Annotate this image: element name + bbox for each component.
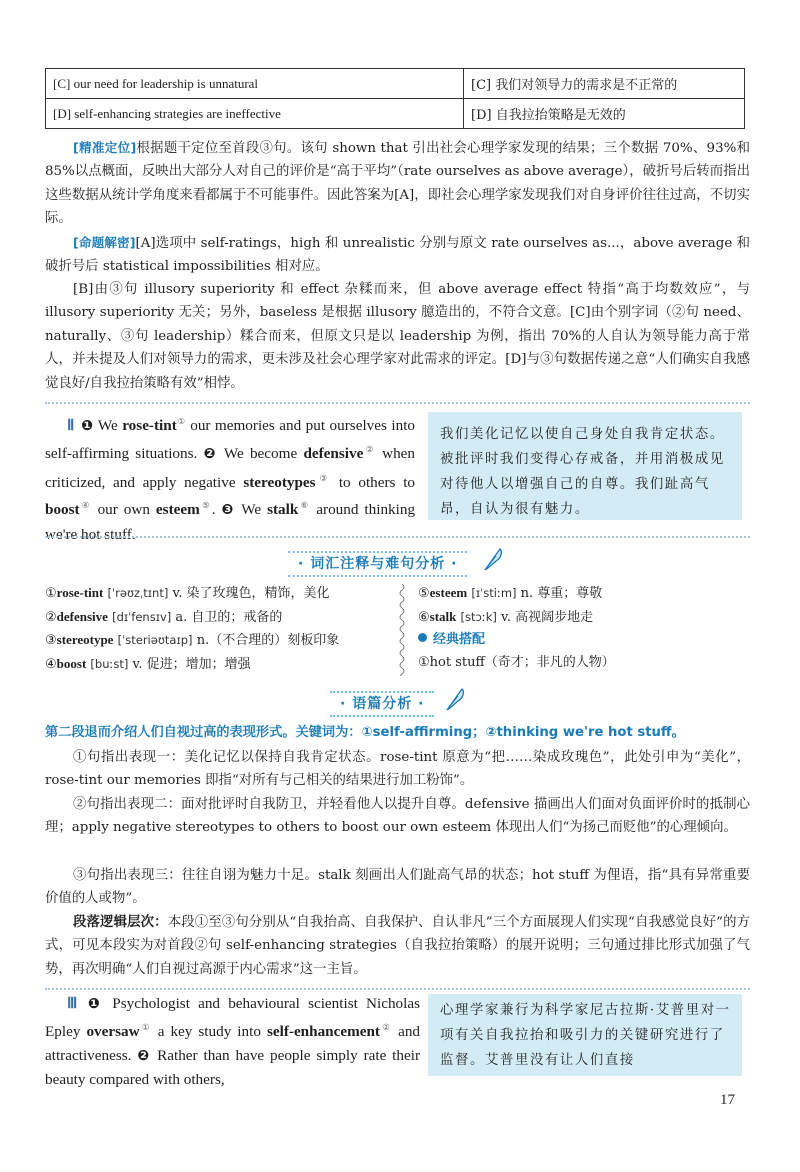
vocab-word: oversaw (86, 1023, 140, 1041)
sentence-marker: ❷ (203, 446, 218, 463)
sentence-marker: ❶ (81, 418, 94, 435)
question-analysis-tag: [命题解密] (73, 235, 136, 250)
paragraph-logic-text: 本段①至③句分别从“自我抬高、自我保护、自认非凡”三个方面展现人们实现“自我感觉良好”的方式，可见本段实为对首段②句 self-enhancing strategies（自我拉抬策略）的展开说明；三句通过排比形式加强了气势，再次明确“人们自视过高源于内心需求”这一主旨。 (45, 915, 751, 977)
option-d-zh: [D] 自我拉抬策略是无效的 (464, 99, 745, 129)
paragraph-logic-label: 段落逻辑层次： (73, 914, 168, 930)
options-table (45, 68, 745, 129)
sentence-marker: ❶ (87, 996, 105, 1012)
passage-text: We (241, 501, 262, 519)
precise-location-text: 根据题干定位至首段③句。该句 shown that 引出社会心理学家发现的结果；三个数据 70%、93%和 85%以点概面，反映出大部分人对自己的评价是“高于平均”（rate ourselves as above average），破折号后转而指出这些数据从统计学角度来看都属于不可能事件。因此答案为[A]，即社会心理学家发现我们对自身评价往往过高，不切实际。 (45, 141, 750, 227)
vocab-item (45, 606, 395, 630)
passage-text: We (97, 417, 118, 435)
vocab-definition: n. 尊重；尊敬 (520, 586, 603, 601)
vocab-phonetic: [buːst] (90, 656, 129, 671)
vocab-word: rose-tint (56, 585, 104, 600)
vocab-number: ⑤ (418, 586, 430, 601)
passage-text: when criticized, and apply negative (45, 445, 416, 491)
vocab-word: defensive (56, 608, 108, 624)
footnote-marker: ① (176, 416, 186, 426)
vocab-word: defensive (303, 445, 364, 463)
vocab-phonetic: [stɔːk] (460, 609, 497, 624)
passage-text: Rather than have people simply rate their beauty compared with others, (45, 1046, 421, 1089)
footnote-marker: ② (363, 444, 376, 455)
passage-text: a key study into (157, 1023, 261, 1041)
vocab-word: stereotypes (243, 474, 316, 491)
vocab-word: esteem (429, 585, 468, 600)
footnote-marker: ① (139, 1022, 152, 1033)
vocab-item (45, 582, 395, 606)
vocab-word: boost (56, 655, 87, 671)
passage-text: We become (223, 445, 298, 463)
vocab-word: rose-tint (122, 417, 177, 435)
table-row (46, 99, 745, 129)
collocation-heading (418, 629, 748, 652)
passage-2-translation: 我们美化记忆以使自己身处自我肯定状态。被批评时我们变得心存戒备，并用消极成见对待他人以增强自己的自尊。我们趾高气昂，自认为很有魅力。 (428, 412, 742, 520)
vocab-phonetic: [ɪˈstiːm] (471, 586, 517, 600)
vocab-word: stalk (429, 608, 457, 624)
divider (45, 402, 750, 404)
vocab-item (418, 606, 748, 630)
vocab-list-left (45, 582, 395, 676)
vocab-item (45, 629, 395, 653)
table-row (46, 69, 745, 99)
question-analysis-paragraph (45, 231, 750, 279)
question-analysis-paragraph-2: [B]由③句 illusory superiority 和 effect 杂糅而来，但 above average effect 特指“高于均数效应”，与 illusory superiority 无关；另外，baseless 是根据 illusory 臆造出的，不符合文意。[C]由个别字词（②句 need、naturally、③句 leadership）糅合而来，但原文只是以 leadership 为例，指出 70%的人自认为领导能力高于常人，并未提及人们对领导力的需求，更未涉及社会心理学家对此需求的评定。[D]与③句数据传递之意“人们确实自我感觉良好/自我拉抬策略有效”相悖。 (45, 282, 750, 391)
quill-icon (444, 686, 466, 712)
question-analysis-text: [A]选项中 self-ratings，high 和 unrealistic 分别与原文 rate ourselves as...，above average 和破折号后 statistical impossibilities 相对应。 (45, 236, 751, 275)
vocab-definition: v. 高视阔步地走 (501, 609, 594, 625)
vocab-word: esteem (155, 501, 200, 519)
passage-3-english (45, 992, 420, 1092)
vocab-word: self-enhancement (266, 1023, 380, 1041)
footnote-marker: ③ (315, 472, 332, 483)
paragraph-numeral: Ⅱ (67, 417, 76, 435)
discourse-section-banner: · 语篇分析 · (330, 691, 434, 717)
passage-2-english (45, 410, 415, 546)
vocab-number: ③ (45, 633, 57, 649)
collocation-title: 经典搭配 (433, 632, 486, 648)
passage-text: . (211, 501, 216, 519)
precise-location-tag: [精准定位] (73, 140, 137, 155)
vocab-definition: v. 染了玫瑰色，精饰，美化 (172, 586, 330, 601)
vocab-definition: v. 促进；增加；增强 (132, 656, 251, 672)
vocab-list-right (418, 582, 748, 674)
collocation-item: ①hot stuff（奇才；非凡的人物） (418, 654, 615, 670)
option-d-en: [D] self-enhancing strategies are ineffective (46, 99, 464, 129)
vocab-definition: a. 自卫的；戒备的 (175, 609, 283, 625)
discourse-point-2: ②句指出表现二：面对批评时自我防卫，并轻看他人以提升自尊。defensive 描画出人们面对负面评价时的抵制心理；apply negative stereotypes to others to boost our own esteem 体现出人们“为扬己而贬他”的心理倾向。 (45, 797, 750, 836)
vocab-word: stalk (267, 501, 299, 519)
divider (45, 536, 750, 538)
vocab-phonetic: [ˈsteriəʊtaɪp] (117, 633, 193, 648)
footnote-marker: ② (380, 1022, 393, 1033)
vocab-number: ④ (45, 656, 57, 672)
discourse-point-3: ③句指出表现三：往往自诩为魅力十足。stalk 刻画出人们趾高气昂的状态；hot stuff 为俚语，指“具有异常重要价值的人或物”。 (45, 868, 750, 907)
passage-text: around thinking we're hot stuff. (45, 501, 416, 543)
vocab-word: boost (45, 501, 80, 519)
divider (45, 988, 750, 990)
footnote-marker: ④ (79, 500, 92, 511)
footnote-marker: ⑤ (199, 500, 212, 511)
paragraph-numeral: Ⅲ (67, 995, 82, 1012)
paragraph-logic (45, 911, 750, 981)
page-number: 17 (720, 1092, 735, 1108)
vocab-section-banner: · 词汇注释与难句分析 · (288, 551, 467, 577)
option-c-zh: [C] 我们对领导力的需求是不正常的 (464, 69, 745, 99)
vocab-phonetic: [dɪˈfensɪv] (112, 609, 172, 624)
vocab-item (418, 582, 748, 606)
vocab-definition: n.（不合理的）刻板印象 (196, 633, 340, 649)
option-c-en: [C] our need for leadership is unnatural (46, 69, 464, 99)
discourse-point-1: ①句指出表现一：美化记忆以保持自我肯定状态。rose-tint 原意为“把……染成玫瑰色”，此处引申为“美化”，rose-tint our memories 即指“对所有与己相关的结果进行加工粉饰”。 (45, 750, 750, 789)
vocab-word: stereotype (56, 632, 114, 648)
vocab-number: ② (45, 609, 57, 625)
quill-icon (482, 546, 504, 572)
passage-3-translation: 心理学家兼行为科学家尼古拉斯·艾普里对一项有关自我拉抬和吸引力的关键研究进行了监督。艾普里没有让人们直接 (428, 994, 742, 1076)
column-separator (398, 584, 406, 676)
footnote-marker: ⑥ (298, 500, 311, 511)
passage-text: to others to (338, 474, 416, 491)
sentence-marker: ❷ (137, 1047, 152, 1064)
precise-location-paragraph (45, 136, 750, 231)
discourse-heading: 第二段退而介绍人们自视过高的表现形式。关键词为：①self-affirming；②thinking we're hot stuff。 (45, 725, 685, 740)
vocab-phonetic: [ˈrəʊzˌtɪnt] (107, 586, 169, 600)
passage-text: our memories and put ourselves into self-affirming situations. (45, 417, 416, 463)
passage-text: and attractiveness. (45, 1023, 421, 1064)
sentence-marker: ❸ (221, 502, 236, 519)
vocab-number: ① (45, 586, 57, 601)
vocab-number: ⑥ (418, 609, 430, 625)
passage-text: our own (97, 501, 150, 519)
passage-text: Psychologist and behavioural scientist Nicholas Epley (45, 995, 421, 1041)
bullet-dot-icon (418, 633, 427, 642)
vocab-item (45, 653, 395, 677)
